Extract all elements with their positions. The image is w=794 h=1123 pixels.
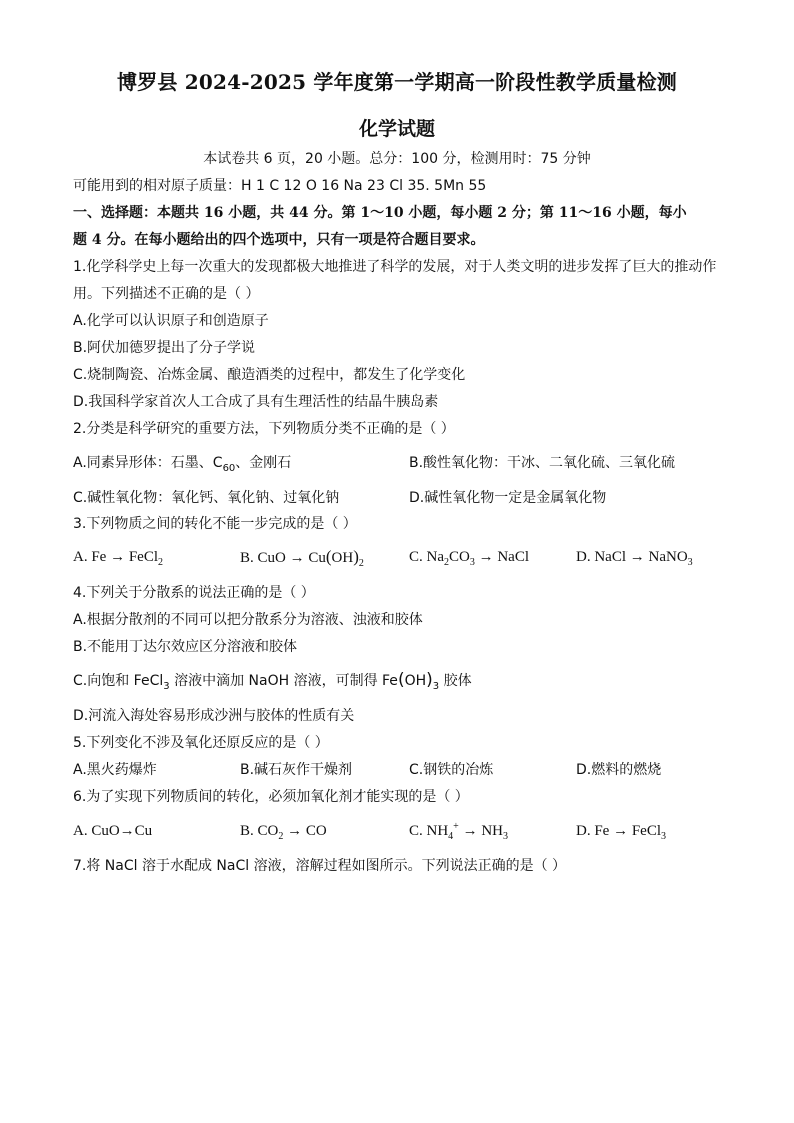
q1-stem-line2: 用。下列描述不正确的是（ ） [73, 286, 260, 302]
q3-option-a: A. Fe → FeCl$_2$ [73, 549, 164, 568]
q6-option-c: C. $NH_4^+ \to NH_3$ [409, 821, 508, 842]
q3-stem: 3.下列物质之间的转化不能一步完成的是（ ） [73, 516, 357, 532]
q2-option-b: B.酸性氧化物：干冰、二氧化硫、三氧化硫 [409, 455, 676, 471]
q5-stem: 5.下列变化不涉及氧化还原反应的是（ ） [73, 735, 329, 751]
section-heading-line1: 一、选择题：本题共 16 小题，共 44 分。第 1～10 小题，每小题 2 分；第 11～16 小题，每小 [73, 205, 687, 221]
page-title: 博罗县 2024-2025 学年度第一学期高一阶段性教学质量检测 [117, 70, 677, 94]
q5-option-b: B.碱石灰作干燥剂 [240, 762, 353, 778]
q7-stem: 7.将 NaCl 溶于水配成 NaCl 溶液，溶解过程如图所示。下列说法正确的是（ ） [73, 858, 567, 874]
page-subtitle: 化学试题 [358, 118, 435, 140]
q4-option-c: C.向饱和 FeCl$_3$ 溶液中滴加 NaOH 溶液，可制得 $Fe(OH)_3$ 胶体 [73, 670, 472, 692]
q6-option-b: B. $CO_2$ → CO [240, 823, 327, 842]
q2-option-d: D.碱性氧化物一定是金属氧化物 [409, 490, 607, 506]
section-heading-line2: 题 4 分。在每小题给出的四个选项中，只有一项是符合题目要求。 [73, 232, 485, 248]
q2-option-a: A.同素异形体：石墨、$C_{60}$、金刚石 [73, 455, 292, 474]
q5-option-d: D.燃料的燃烧 [576, 762, 662, 778]
q1-option-c: C.烧制陶瓷、冶炼金属、酿造酒类的过程中，都发生了化学变化 [73, 367, 466, 383]
q6-option-a: A. CuO→Cu [73, 823, 153, 839]
q5-option-a: A.黑火药爆炸 [73, 762, 157, 778]
q3-option-d: D. NaCl → NaNO$_3$ [576, 549, 693, 568]
exam-info: 本试卷共 6 页，20 小题。总分：100 分，检测用时：75 分钟 [203, 151, 591, 167]
q6-stem: 6.为了实现下列物质间的转化，必须加氧化剂才能实现的是（ ） [73, 789, 469, 805]
q4-stem: 4.下列关于分散系的说法正确的是（ ） [73, 585, 315, 601]
atomic-masses: 可能用到的相对原子质量：H 1 C 12 O 16 Na 23 Cl 35. 5Mn 55 [73, 178, 487, 194]
q4-option-d: D.河流入海处容易形成沙洲与胶体的性质有关 [73, 708, 355, 724]
q2-stem: 2.分类是科学研究的重要方法，下列物质分类不正确的是（ ） [73, 421, 455, 437]
q1-option-a: A.化学可以认识原子和创造原子 [73, 313, 269, 329]
q1-option-b: B.阿伏加德罗提出了分子学说 [73, 340, 256, 356]
q1-stem-line1: 1.化学科学史上每一次重大的发现都极大地推进了科学的发展，对于人类文明的进步发挥了巨大的推动作 [73, 259, 717, 275]
q6-option-d: D. Fe → FeCl$_3$ [576, 823, 667, 842]
q3-option-c: C. $Na_2CO_3$ → NaCl [409, 549, 530, 568]
q5-option-c: C.钢铁的冶炼 [409, 762, 494, 778]
q4-option-b: B.不能用丁达尔效应区分溶液和胶体 [73, 639, 298, 655]
q2-option-c: C.碱性氧化物：氧化钙、氧化钠、过氧化钠 [73, 490, 340, 506]
q3-option-b: B. CuO → $Cu(OH)_2$ [240, 547, 364, 569]
q4-option-a: A.根据分散剂的不同可以把分散系分为溶液、浊液和胶体 [73, 612, 423, 628]
q1-option-d: D.我国科学家首次人工合成了具有生理活性的结晶牛胰岛素 [73, 394, 439, 410]
